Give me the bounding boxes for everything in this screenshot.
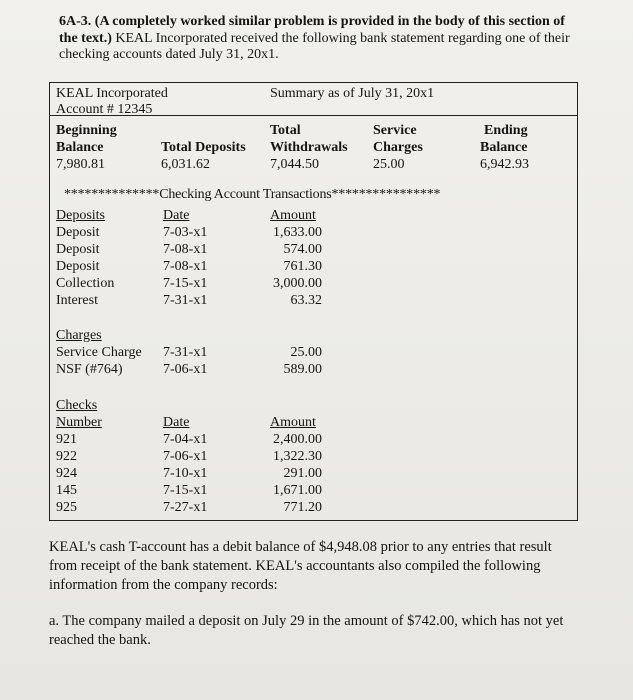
ending-label-1: Ending bbox=[484, 123, 528, 138]
charge-row-type: Service Charge bbox=[56, 345, 142, 360]
beginning-label-2: Balance bbox=[56, 140, 104, 155]
check-row-amount: 771.20 bbox=[283, 500, 322, 515]
problem-text: KEAL Incorporated received the following bank statement regarding one of their checking accounts dated July 31, 20x1. bbox=[59, 30, 570, 62]
account-number: Account # 12345 bbox=[56, 102, 153, 117]
cash-account-paragraph: KEAL's cash T-account has a debit balance of $4,948.08 prior to any entries that result from receipt of the bank statement. KEAL's accountants also compiled the following information from the company records: bbox=[49, 539, 552, 593]
check-row-number: 922 bbox=[56, 449, 77, 464]
deposit-row-type: Interest bbox=[56, 293, 98, 308]
deposits-header: Deposits bbox=[56, 208, 105, 223]
deposit-row-type: Deposit bbox=[56, 225, 100, 240]
beginning-value: 7,980.81 bbox=[56, 157, 105, 172]
deposit-row-amount: 574.00 bbox=[283, 242, 322, 257]
deposit-row-amount: 1,633.00 bbox=[273, 225, 322, 240]
deposit-row-type: Deposit bbox=[56, 242, 100, 257]
deposit-row-date: 7-08-x1 bbox=[163, 259, 208, 274]
withdrawals-label-2: Withdrawals bbox=[270, 140, 348, 155]
problem-note: (A completely worked similar problem is provided in the body of this section of the text.) bbox=[59, 14, 565, 46]
total-deposits-value: 6,031.62 bbox=[161, 157, 210, 172]
deposit-row-amount: 761.30 bbox=[283, 259, 322, 274]
charges-header: Charges bbox=[56, 328, 102, 343]
total-deposits-label: Total Deposits bbox=[161, 140, 246, 155]
company-name: KEAL Incorporated bbox=[56, 86, 168, 101]
checks-header: Checks bbox=[56, 398, 98, 413]
problem-number: 6A-3. bbox=[59, 14, 92, 29]
charge-row-date: 7-06-x1 bbox=[163, 362, 208, 377]
check-row-date: 7-15-x1 bbox=[163, 483, 208, 498]
deposit-row-type: Collection bbox=[56, 276, 115, 291]
charge-row-date: 7-31-x1 bbox=[163, 345, 208, 360]
service-value: 25.00 bbox=[373, 157, 405, 172]
charge-row-amount: 589.00 bbox=[283, 362, 322, 377]
charge-row-amount: 25.00 bbox=[290, 345, 322, 360]
check-row-amount: 1,322.30 bbox=[273, 449, 322, 464]
check-row-number: 924 bbox=[56, 466, 77, 481]
check-row-date: 7-04-x1 bbox=[163, 432, 208, 447]
charge-row-type: NSF (#764) bbox=[56, 362, 123, 377]
ending-value: 6,942.93 bbox=[480, 157, 529, 172]
service-label-2: Charges bbox=[373, 140, 423, 155]
check-row-amount: 2,400.00 bbox=[273, 432, 322, 447]
deposit-row-amount: 63.32 bbox=[290, 293, 322, 308]
checks-number-header: Number bbox=[56, 415, 102, 430]
ending-label-2: Balance bbox=[480, 140, 528, 155]
problem-statement bbox=[59, 14, 579, 64]
deposits-amount-header: Amount bbox=[270, 208, 316, 223]
deposit-row-date: 7-03-x1 bbox=[163, 225, 208, 240]
beginning-label-1: Beginning bbox=[56, 123, 117, 138]
withdrawals-value: 7,044.50 bbox=[270, 157, 319, 172]
checks-amount-header: Amount bbox=[270, 415, 316, 430]
deposit-row-date: 7-31-x1 bbox=[163, 293, 208, 308]
check-row-number: 145 bbox=[56, 483, 77, 498]
check-row-amount: 1,671.00 bbox=[273, 483, 322, 498]
deposits-date-header: Date bbox=[163, 208, 190, 223]
checks-date-header: Date bbox=[163, 415, 190, 430]
check-row-amount: 291.00 bbox=[283, 466, 322, 481]
check-row-date: 7-10-x1 bbox=[163, 466, 208, 481]
transactions-banner: **************Checking Account Transactions**************** bbox=[64, 187, 441, 202]
deposit-row-type: Deposit bbox=[56, 259, 100, 274]
deposit-row-amount: 3,000.00 bbox=[273, 276, 322, 291]
check-row-number: 925 bbox=[56, 500, 77, 515]
withdrawals-label-1: Total bbox=[270, 123, 301, 138]
check-row-date: 7-06-x1 bbox=[163, 449, 208, 464]
deposit-row-date: 7-08-x1 bbox=[163, 242, 208, 257]
service-label-1: Service bbox=[373, 123, 417, 138]
deposit-row-date: 7-15-x1 bbox=[163, 276, 208, 291]
check-row-date: 7-27-x1 bbox=[163, 500, 208, 515]
summary-title: Summary as of July 31, 20x1 bbox=[270, 86, 435, 101]
check-row-number: 921 bbox=[56, 432, 77, 447]
item-a-paragraph: a. The company mailed a deposit on July 29 in the amount of $742.00, which has not yet reached the bank. bbox=[49, 613, 564, 648]
